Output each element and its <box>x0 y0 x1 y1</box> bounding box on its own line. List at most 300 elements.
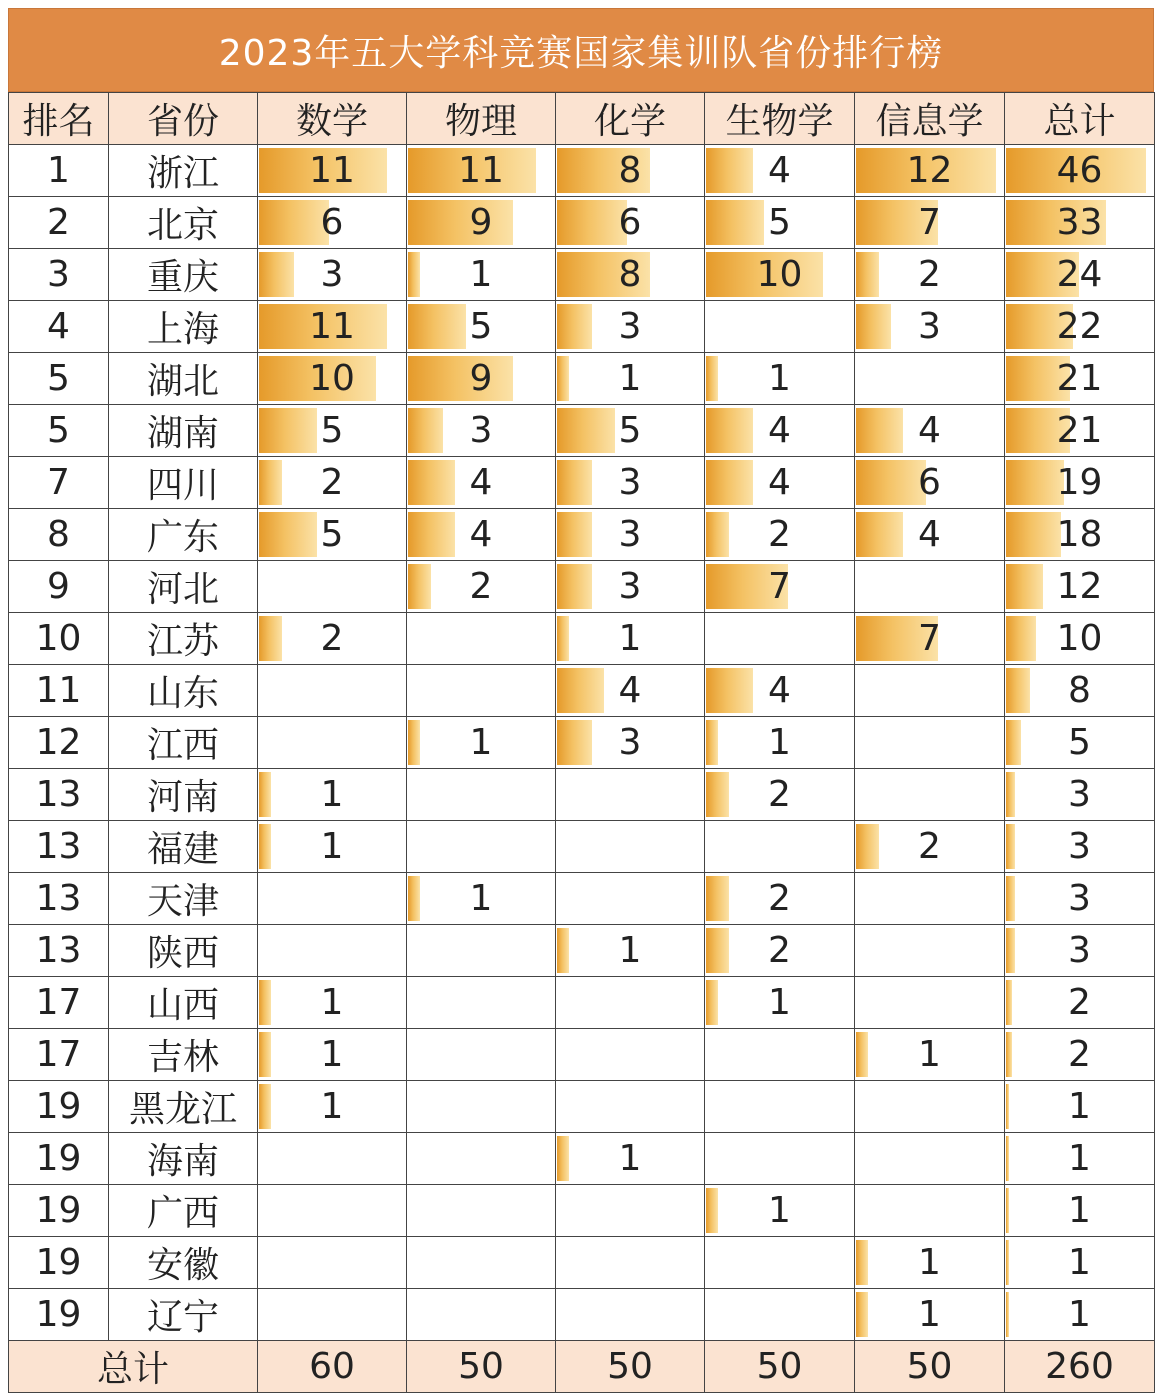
value-cell <box>1005 145 1155 197</box>
table-row <box>9 405 1155 457</box>
cell-value: 8 <box>618 150 642 191</box>
table-row <box>9 1185 1155 1237</box>
province-cell: 山西 <box>109 977 258 1029</box>
value-cell <box>855 1029 1005 1081</box>
data-bar <box>706 668 753 713</box>
province-cell: 上海 <box>109 301 258 353</box>
data-bar <box>1006 824 1015 869</box>
value-cell <box>1005 769 1155 821</box>
cell-value: 5 <box>469 306 493 347</box>
value-cell <box>705 717 855 769</box>
data-bar <box>856 408 903 453</box>
rank-cell: 13 <box>9 873 109 925</box>
value-cell <box>1005 873 1155 925</box>
value-cell <box>258 665 407 717</box>
cell-value: 1 <box>768 358 791 399</box>
cell-value: 3 <box>469 410 493 451</box>
value-cell <box>705 1081 855 1133</box>
rank-cell: 2 <box>9 197 109 249</box>
value-cell <box>407 145 556 197</box>
table-row <box>9 301 1155 353</box>
data-bar <box>706 460 753 505</box>
cell-value: 3 <box>1068 774 1091 815</box>
cell-value: 3 <box>1068 826 1091 867</box>
data-bar <box>856 1240 868 1285</box>
data-bar <box>259 1032 271 1077</box>
value-cell <box>1005 1237 1155 1289</box>
cell-value: 33 <box>1056 202 1103 243</box>
value-cell <box>705 1029 855 1081</box>
column-header: 总计 <box>1005 93 1155 145</box>
value-cell <box>705 1237 855 1289</box>
data-bar <box>706 512 729 557</box>
cell-value: 2 <box>768 774 791 815</box>
value-cell <box>407 613 556 665</box>
data-bar <box>706 876 729 921</box>
value-cell <box>556 821 705 873</box>
value-cell <box>705 457 855 509</box>
province-cell: 吉林 <box>109 1029 258 1081</box>
value-cell <box>1005 301 1155 353</box>
cell-value: 2 <box>320 462 344 503</box>
value-cell <box>258 613 407 665</box>
cell-value: 3 <box>918 306 941 347</box>
cell-value: 2 <box>768 930 791 971</box>
value-cell <box>258 1289 407 1341</box>
rank-cell: 5 <box>9 353 109 405</box>
cell-value: 11 <box>309 306 355 347</box>
cell-value: 1 <box>469 878 493 919</box>
cell-value: 7 <box>768 566 791 607</box>
rank-cell: 19 <box>9 1185 109 1237</box>
value-cell <box>407 353 556 405</box>
province-cell: 河北 <box>109 561 258 613</box>
data-bar <box>706 408 753 453</box>
data-bar <box>408 408 443 453</box>
value-cell <box>407 665 556 717</box>
cell-value: 3 <box>1068 930 1091 971</box>
cell-value: 24 <box>1056 254 1103 295</box>
data-bar <box>259 252 294 297</box>
table-row <box>9 197 1155 249</box>
data-bar <box>259 824 271 869</box>
data-bar <box>1006 460 1064 505</box>
value-cell <box>705 665 855 717</box>
value-cell <box>258 1029 407 1081</box>
value-cell <box>407 197 556 249</box>
province-cell: 江西 <box>109 717 258 769</box>
table-row <box>9 717 1155 769</box>
data-bar <box>1006 980 1012 1025</box>
data-bar <box>557 200 627 245</box>
value-cell <box>556 769 705 821</box>
value-cell <box>855 1133 1005 1185</box>
data-bar <box>856 460 926 505</box>
data-bar <box>259 200 329 245</box>
rank-cell: 12 <box>9 717 109 769</box>
data-bar <box>557 928 569 973</box>
province-cell: 北京 <box>109 197 258 249</box>
cell-value: 18 <box>1056 514 1103 555</box>
cell-value: 5 <box>618 410 642 451</box>
value-cell <box>556 145 705 197</box>
rank-cell: 13 <box>9 821 109 873</box>
cell-value: 46 <box>1056 150 1103 191</box>
value-cell <box>258 457 407 509</box>
ranking-table <box>8 92 1155 1393</box>
value-cell <box>258 977 407 1029</box>
table-row <box>9 665 1155 717</box>
cell-value: 8 <box>1068 670 1091 711</box>
value-cell <box>705 197 855 249</box>
value-cell <box>258 769 407 821</box>
table-row <box>9 1133 1155 1185</box>
data-bar <box>856 304 891 349</box>
data-bar <box>1006 564 1043 609</box>
province-cell: 福建 <box>109 821 258 873</box>
cell-value: 12 <box>906 150 953 191</box>
value-cell <box>407 1237 556 1289</box>
cell-value: 2 <box>768 514 791 555</box>
rank-cell: 8 <box>9 509 109 561</box>
value-cell <box>407 509 556 561</box>
province-cell: 辽宁 <box>109 1289 258 1341</box>
value-cell <box>556 1185 705 1237</box>
value-cell <box>258 1133 407 1185</box>
table-row <box>9 249 1155 301</box>
value-cell <box>407 1029 556 1081</box>
data-bar <box>557 408 615 453</box>
data-bar <box>1006 1032 1012 1077</box>
value-cell <box>705 1133 855 1185</box>
cell-value: 3 <box>618 722 642 763</box>
footer-total: 260 <box>1005 1341 1155 1393</box>
table-row <box>9 925 1155 977</box>
data-bar <box>557 1136 569 1181</box>
cell-value: 3 <box>618 566 642 607</box>
cell-value: 2 <box>1068 982 1091 1023</box>
cell-value: 1 <box>1068 1190 1091 1231</box>
cell-value: 2 <box>918 254 941 295</box>
data-bar <box>706 200 764 245</box>
province-cell: 浙江 <box>109 145 258 197</box>
cell-value: 4 <box>918 514 941 555</box>
cell-value: 1 <box>768 722 791 763</box>
value-cell <box>258 1081 407 1133</box>
value-cell <box>258 353 407 405</box>
cell-value: 19 <box>1056 462 1103 503</box>
rank-cell: 11 <box>9 665 109 717</box>
value-cell <box>556 197 705 249</box>
value-cell <box>855 509 1005 561</box>
cell-value: 1 <box>320 774 344 815</box>
value-cell <box>855 925 1005 977</box>
province-cell: 天津 <box>109 873 258 925</box>
cell-value: 3 <box>618 306 642 347</box>
value-cell <box>1005 405 1155 457</box>
data-bar <box>259 512 317 557</box>
cell-value: 6 <box>918 462 941 503</box>
value-cell <box>556 457 705 509</box>
cell-value: 6 <box>618 202 642 243</box>
column-header: 信息学 <box>855 93 1005 145</box>
value-cell <box>258 925 407 977</box>
value-cell <box>855 457 1005 509</box>
cell-value: 10 <box>309 358 355 399</box>
rank-cell: 19 <box>9 1237 109 1289</box>
cell-value: 2 <box>768 878 791 919</box>
value-cell <box>1005 977 1155 1029</box>
value-cell <box>556 873 705 925</box>
cell-value: 1 <box>918 1294 941 1335</box>
value-cell <box>407 561 556 613</box>
data-bar <box>1006 1084 1009 1129</box>
cell-value: 7 <box>918 202 941 243</box>
cell-value: 4 <box>918 410 941 451</box>
table-row <box>9 145 1155 197</box>
value-cell <box>705 977 855 1029</box>
value-cell <box>705 925 855 977</box>
value-cell <box>258 145 407 197</box>
data-bar <box>557 356 569 401</box>
value-cell <box>407 1081 556 1133</box>
value-cell <box>855 1237 1005 1289</box>
value-cell <box>705 613 855 665</box>
rank-cell: 19 <box>9 1081 109 1133</box>
table-row <box>9 1237 1155 1289</box>
cell-value: 1 <box>1068 1242 1091 1283</box>
data-bar <box>259 1084 271 1129</box>
data-bar <box>557 564 592 609</box>
value-cell <box>258 1185 407 1237</box>
value-cell <box>407 1133 556 1185</box>
value-cell <box>705 873 855 925</box>
cell-value: 1 <box>618 358 642 399</box>
table-row <box>9 977 1155 1029</box>
data-bar <box>1006 1240 1009 1285</box>
value-cell <box>258 1237 407 1289</box>
data-bar <box>408 200 513 245</box>
province-cell: 山东 <box>109 665 258 717</box>
cell-value: 2 <box>918 826 941 867</box>
province-cell: 黑龙江 <box>109 1081 258 1133</box>
value-cell <box>407 925 556 977</box>
value-cell <box>556 613 705 665</box>
value-cell <box>855 301 1005 353</box>
rank-cell: 19 <box>9 1289 109 1341</box>
cell-value: 3 <box>618 462 642 503</box>
table-row <box>9 873 1155 925</box>
column-header: 数学 <box>258 93 407 145</box>
data-bar <box>706 356 718 401</box>
cell-value: 1 <box>918 1034 941 1075</box>
data-bar <box>408 356 513 401</box>
cell-value: 5 <box>320 514 344 555</box>
value-cell <box>407 821 556 873</box>
table-row <box>9 769 1155 821</box>
value-cell <box>705 509 855 561</box>
value-cell <box>258 301 407 353</box>
data-bar <box>1006 720 1021 765</box>
cell-value: 22 <box>1056 306 1103 347</box>
value-cell <box>705 821 855 873</box>
column-header: 生物学 <box>705 93 855 145</box>
value-cell <box>705 1185 855 1237</box>
data-bar <box>1006 616 1036 661</box>
rank-cell: 17 <box>9 977 109 1029</box>
value-cell <box>407 769 556 821</box>
column-header: 排名 <box>9 93 109 145</box>
province-cell: 广东 <box>109 509 258 561</box>
column-header: 物理 <box>407 93 556 145</box>
footer-value: 50 <box>855 1341 1005 1393</box>
cell-value: 5 <box>768 202 791 243</box>
cell-value: 5 <box>320 410 344 451</box>
data-bar <box>856 252 879 297</box>
value-cell <box>855 977 1005 1029</box>
data-bar <box>1006 1188 1009 1233</box>
value-cell <box>258 405 407 457</box>
value-cell <box>855 821 1005 873</box>
province-cell: 广西 <box>109 1185 258 1237</box>
value-cell <box>556 249 705 301</box>
value-cell <box>556 301 705 353</box>
rank-cell: 9 <box>9 561 109 613</box>
value-cell <box>258 509 407 561</box>
rank-cell: 1 <box>9 145 109 197</box>
data-bar <box>557 512 592 557</box>
cell-value: 9 <box>469 358 493 399</box>
province-cell: 四川 <box>109 457 258 509</box>
data-bar <box>408 564 431 609</box>
data-bar <box>706 980 718 1025</box>
cell-value: 1 <box>1068 1294 1091 1335</box>
value-cell <box>407 1185 556 1237</box>
value-cell <box>407 405 556 457</box>
data-bar <box>259 980 271 1025</box>
total-row <box>9 1341 1155 1393</box>
cell-value: 2 <box>320 618 344 659</box>
footer-value: 50 <box>407 1341 556 1393</box>
cell-value: 3 <box>1068 878 1091 919</box>
value-cell <box>258 249 407 301</box>
cell-value: 4 <box>618 670 642 711</box>
cell-value: 3 <box>618 514 642 555</box>
value-cell <box>407 977 556 1029</box>
table-row <box>9 353 1155 405</box>
value-cell <box>407 301 556 353</box>
data-bar <box>1006 772 1015 817</box>
cell-value: 1 <box>320 1086 344 1127</box>
value-cell <box>258 561 407 613</box>
data-bar <box>706 148 753 193</box>
value-cell <box>1005 509 1155 561</box>
value-cell <box>556 665 705 717</box>
province-cell: 陕西 <box>109 925 258 977</box>
province-cell: 海南 <box>109 1133 258 1185</box>
province-cell: 江苏 <box>109 613 258 665</box>
value-cell <box>556 925 705 977</box>
data-bar <box>856 1032 868 1077</box>
value-cell <box>705 769 855 821</box>
rank-cell: 3 <box>9 249 109 301</box>
data-bar <box>557 304 592 349</box>
data-bar <box>706 720 718 765</box>
data-bar <box>1006 1136 1009 1181</box>
value-cell <box>556 977 705 1029</box>
cell-value: 4 <box>469 462 493 503</box>
value-cell <box>556 561 705 613</box>
cell-value: 11 <box>309 150 355 191</box>
table-row <box>9 1289 1155 1341</box>
cell-value: 2 <box>1068 1034 1091 1075</box>
value-cell <box>258 197 407 249</box>
cell-value: 4 <box>768 462 791 503</box>
cell-value: 1 <box>768 982 791 1023</box>
cell-value: 9 <box>469 202 493 243</box>
data-bar <box>408 512 455 557</box>
value-cell <box>1005 821 1155 873</box>
value-cell <box>855 561 1005 613</box>
column-header: 省份 <box>109 93 258 145</box>
cell-value: 10 <box>756 254 803 295</box>
cell-value: 1 <box>618 1138 642 1179</box>
value-cell <box>1005 353 1155 405</box>
cell-value: 4 <box>469 514 493 555</box>
value-cell <box>855 873 1005 925</box>
data-bar <box>408 876 420 921</box>
cell-value: 1 <box>1068 1138 1091 1179</box>
value-cell <box>705 353 855 405</box>
data-bar <box>408 460 455 505</box>
value-cell <box>855 405 1005 457</box>
data-bar <box>408 720 420 765</box>
data-bar <box>856 512 903 557</box>
value-cell <box>1005 1029 1155 1081</box>
value-cell <box>407 457 556 509</box>
cell-value: 1 <box>320 1034 344 1075</box>
cell-value: 6 <box>320 202 344 243</box>
value-cell <box>855 145 1005 197</box>
footer-value: 50 <box>705 1341 855 1393</box>
value-cell <box>855 717 1005 769</box>
value-cell <box>855 769 1005 821</box>
ranking-board <box>8 8 1154 1390</box>
cell-value: 1 <box>320 982 344 1023</box>
table-row <box>9 457 1155 509</box>
value-cell <box>556 405 705 457</box>
value-cell <box>705 405 855 457</box>
value-cell <box>556 509 705 561</box>
province-cell: 重庆 <box>109 249 258 301</box>
table-row <box>9 613 1155 665</box>
footer-value: 50 <box>556 1341 705 1393</box>
data-bar <box>408 252 420 297</box>
cell-value: 8 <box>618 254 642 295</box>
data-bar <box>557 616 569 661</box>
cell-value: 12 <box>1056 566 1103 607</box>
rank-cell: 4 <box>9 301 109 353</box>
table-row <box>9 1029 1155 1081</box>
data-bar <box>557 460 592 505</box>
value-cell <box>407 1289 556 1341</box>
table-body <box>9 145 1155 1341</box>
data-bar <box>1006 876 1015 921</box>
value-cell <box>407 873 556 925</box>
data-bar <box>557 720 592 765</box>
data-bar <box>259 408 317 453</box>
value-cell <box>1005 1133 1155 1185</box>
